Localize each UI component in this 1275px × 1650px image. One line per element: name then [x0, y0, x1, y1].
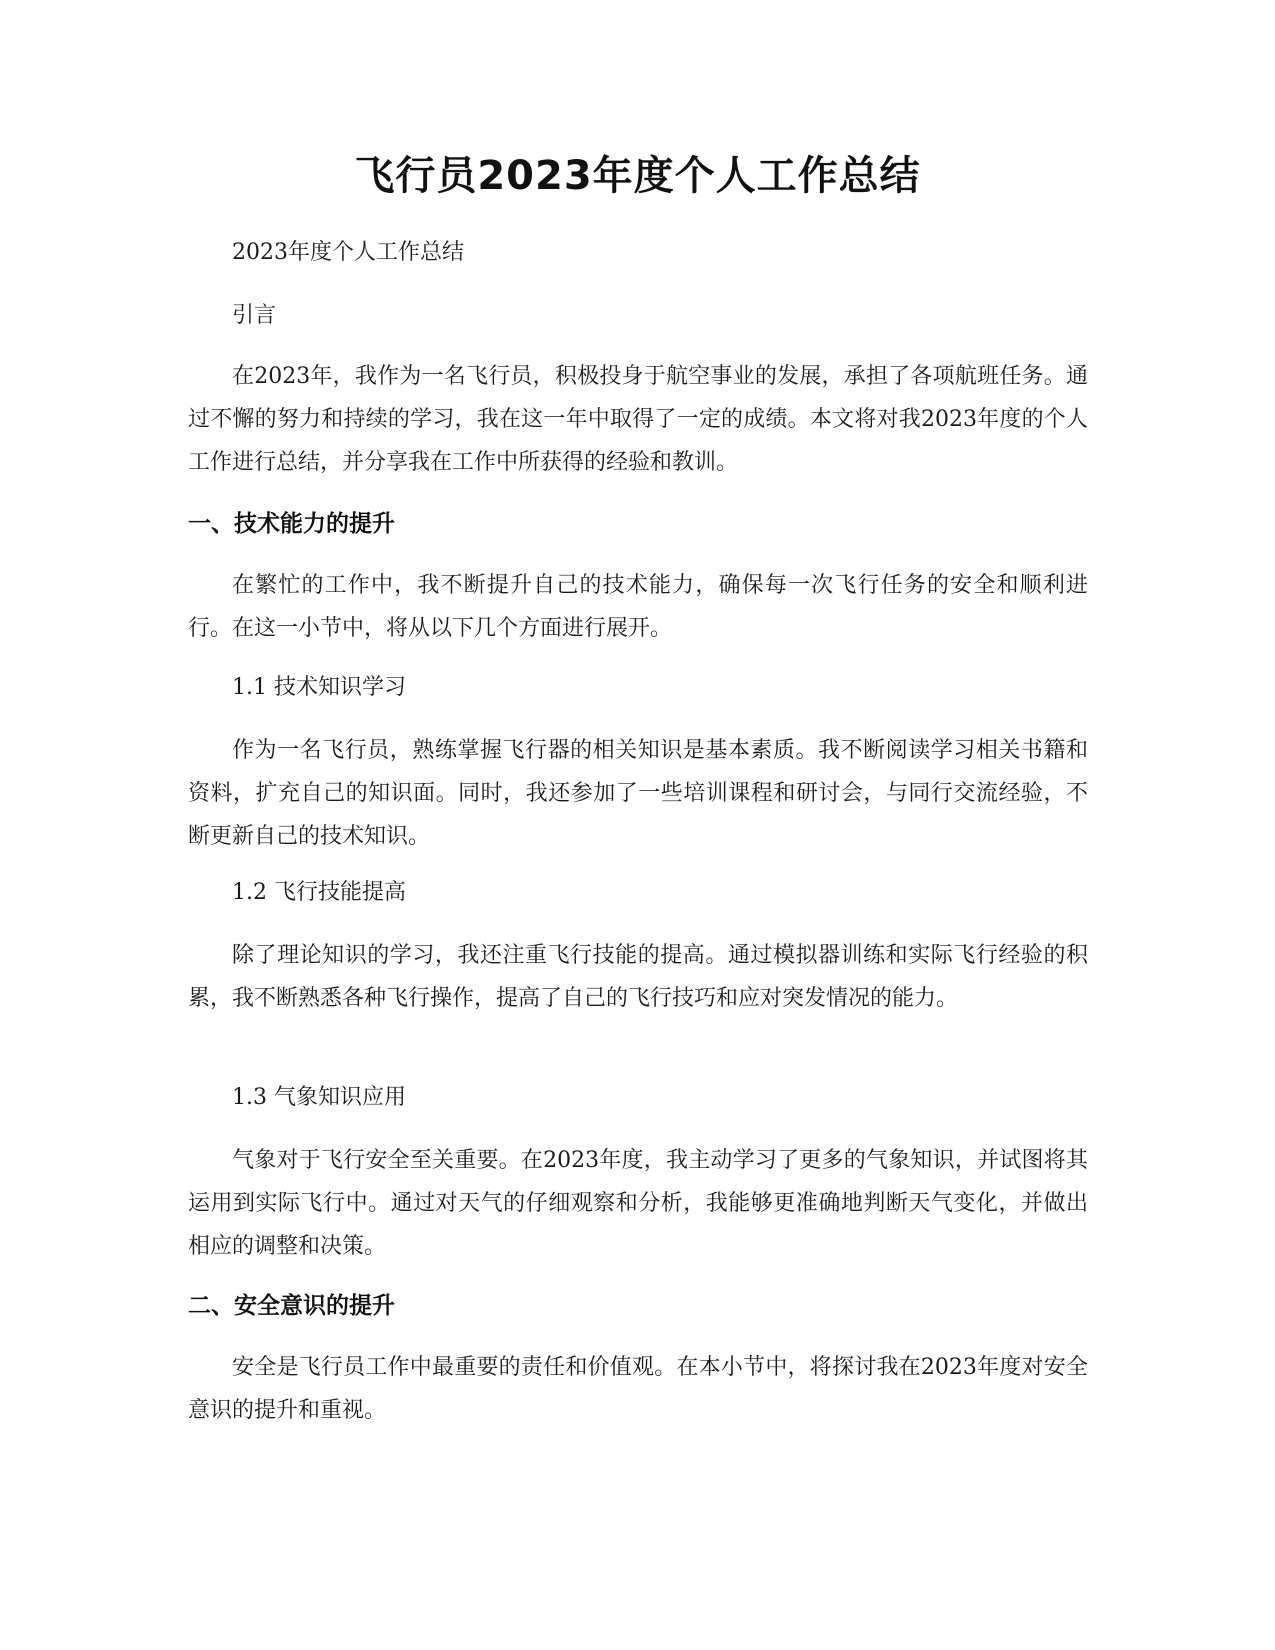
document-subtitle: 2023年度个人工作总结 — [232, 240, 464, 265]
section1-heading: 一、技术能力的提升 — [188, 511, 395, 537]
subsection-1-1-paragraph: 作为一名飞行员，熟练掌握飞行器的相关知识是基本素质。我不断阅读学习相关书籍和资料，扩充自己的知识面。同时，我还参加了一些培训课程和研讨会，与同行交流经验，不断更新自己的技术知识。 — [188, 738, 1088, 849]
subsection-1-3-heading: 1.3 气象知识应用 — [232, 1085, 406, 1110]
intro-paragraph: 在2023年，我作为一名飞行员，积极投身于航空事业的发展，承担了各项航班任务。通过不懈的努力和持续的学习，我在这一年中取得了一定的成绩。本文将对我2023年度的个人工作进行总结，并分享我在工作中所获得的经验和教训。 — [188, 364, 1088, 475]
subsection-1-2-paragraph: 除了理论知识的学习，我还注重飞行技能的提高。通过模拟器训练和实际飞行经验的积累，我不断熟悉各种飞行操作，提高了自己的飞行技巧和应对突发情况的能力。 — [188, 943, 1088, 1011]
subsection-1-2-heading: 1.2 飞行技能提高 — [232, 880, 406, 905]
subsection-1-1-heading: 1.1 技术知识学习 — [232, 675, 406, 700]
section2-heading: 二、安全意识的提升 — [188, 1293, 395, 1319]
section2-paragraph: 安全是飞行员工作中最重要的责任和价值观。在本小节中，将探讨我在2023年度对安全意识的提升和重视。 — [188, 1355, 1088, 1423]
subsection-1-3-paragraph: 气象对于飞行安全至关重要。在2023年度，我主动学习了更多的气象知识，并试图将其运用到实际飞行中。通过对天气的仔细观察和分析，我能够更准确地判断天气变化，并做出相应的调整和决策。 — [188, 1148, 1088, 1259]
intro-heading: 引言 — [232, 303, 277, 328]
section1-paragraph: 在繁忙的工作中，我不断提升自己的技术能力，确保每一次飞行任务的安全和顺利进行。在这一小节中，将从以下几个方面进行展开。 — [188, 573, 1088, 641]
document-title: 飞行员2023年度个人工作总结 — [354, 153, 921, 199]
